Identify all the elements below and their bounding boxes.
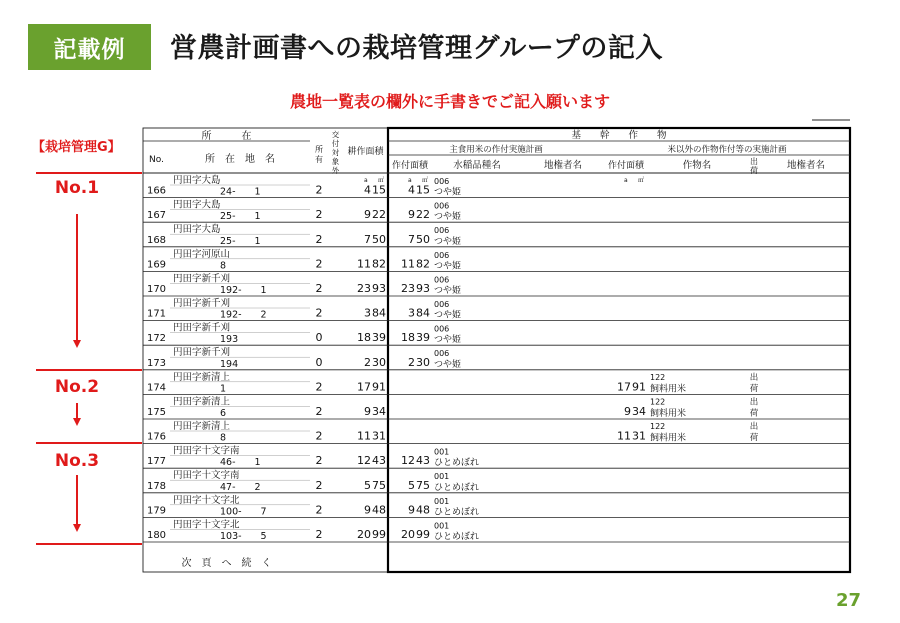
row-own: 2: [315, 183, 323, 197]
row-no: 175: [146, 407, 167, 418]
row-area-a: 12: [357, 454, 371, 468]
row-variety: つや姫: [434, 236, 462, 247]
row-variety-code: 006: [434, 201, 450, 211]
row-no: 166: [146, 185, 167, 197]
row-lot: 194: [220, 358, 239, 370]
row-area-a: 11: [357, 429, 371, 443]
row-ship: 出: [749, 422, 759, 432]
row-area-m2: 31: [372, 429, 386, 443]
row-own: 2: [315, 306, 323, 320]
header-chiken: 地権者名: [543, 160, 583, 171]
header-shoyu: 有: [315, 155, 323, 164]
row-rice-a: 3: [408, 306, 415, 320]
grid-line: [170, 1, 542, 141]
row-rice-m2: 50: [416, 232, 430, 246]
row-other-m2: 31: [632, 429, 646, 443]
row-rice-m2: 22: [416, 208, 430, 222]
row-variety-code: 001: [434, 472, 450, 482]
footer-continue: 次 頁 へ 続 く: [181, 558, 272, 569]
row-place: 円田字大島: [173, 199, 221, 211]
header-shushoku: 主食用米の作付実施計画: [449, 145, 543, 155]
row-other-a: 11: [617, 429, 631, 443]
row-crop: 飼料用米: [650, 409, 687, 419]
row-area-m2: 82: [372, 257, 386, 271]
row-place: 円田字新清上: [173, 396, 231, 408]
row-no: 168: [146, 234, 167, 246]
row-place: 円田字新千刈: [173, 298, 231, 309]
row-no: 176: [146, 431, 167, 443]
row-own: 2: [315, 528, 323, 541]
grid-line: [542, 0, 632, 173]
row-place: 円田字十文字南: [173, 445, 240, 457]
row-area-a: 9: [364, 405, 371, 418]
row-no: 173: [146, 357, 167, 369]
row-lot: 192- 2: [220, 309, 267, 321]
row-rice-a: 23: [401, 282, 415, 295]
row-no: 174: [146, 382, 167, 394]
row-lot: 46- 1: [220, 457, 261, 469]
row-area-m2: 15: [372, 183, 386, 197]
row-rice-a: 9: [408, 503, 415, 517]
row-no: 179: [146, 505, 167, 517]
header-sakutsuke: 作付面積: [391, 161, 429, 171]
unit-m2: ㎡: [378, 177, 385, 184]
instruction-subtitle: 農地一覧表の欄外に手書きでご記入願います: [289, 92, 610, 111]
row-area-m2: 43: [372, 454, 386, 468]
row-variety: つや姫: [434, 187, 462, 198]
row-variety: つや姫: [434, 310, 462, 321]
row-area-m2: 48: [372, 503, 386, 517]
row-rice-m2: 39: [416, 331, 430, 345]
row-no: 167: [146, 210, 167, 222]
row-lot: 103- 5: [220, 531, 267, 542]
unit-m2: ㎡: [422, 177, 429, 184]
grid-line: [542, 1, 604, 141]
row-other-m2: 91: [632, 380, 646, 394]
row-rice-a: 12: [401, 454, 415, 468]
row-ship: 出: [749, 397, 759, 408]
group-arrow-1-head: [73, 340, 81, 348]
row-variety-code: 006: [434, 275, 450, 285]
row-ship: 荷: [749, 383, 759, 394]
row-place: 円田字新千刈: [173, 322, 231, 334]
row-no: 178: [146, 480, 167, 492]
row-rice-m2: 48: [416, 503, 430, 517]
row-own: 2: [315, 503, 323, 517]
row-area-a: 3: [364, 306, 371, 320]
row-own: 0: [315, 331, 323, 345]
row-area-a: 11: [357, 257, 371, 271]
row-no: 169: [146, 259, 167, 271]
row-variety: つや姫: [434, 286, 462, 296]
row-variety: ひとめぼれ: [434, 482, 480, 493]
row-rice-a: 5: [408, 478, 415, 492]
row-variety-code: 006: [434, 324, 450, 334]
row-no: 171: [146, 308, 167, 320]
page-title: 営農計画書への栽培管理グループの記入: [170, 33, 663, 64]
row-place: 円田字大島: [173, 224, 221, 236]
header-kofu: 付: [331, 139, 340, 148]
grid-line: [328, 1, 542, 128]
row-area-a: 9: [364, 208, 371, 222]
row-variety-code: 006: [434, 349, 450, 359]
row-area-m2: 30: [372, 355, 386, 369]
header-kofu: 外: [331, 166, 340, 175]
row-place: 円田字新清上: [173, 421, 231, 432]
row-variety-code: 006: [434, 300, 450, 309]
unit-a: a: [364, 177, 368, 184]
unit-m2: ㎡: [638, 177, 645, 184]
header-no: No.: [149, 155, 164, 165]
row-variety-code: 001: [434, 496, 450, 506]
header-shozai: 所 在: [201, 131, 252, 142]
row-own: 2: [315, 208, 323, 222]
row-place: 円田字河原山: [173, 248, 231, 260]
row-rice-m2: 82: [416, 257, 430, 271]
header-beigai: 米以外の作物作付等の実施計画: [667, 145, 787, 155]
row-area-m2: 50: [372, 232, 386, 246]
grid-line: [432, 1, 542, 155]
row-own: 2: [315, 232, 323, 246]
row-lot: 25- 1: [220, 235, 261, 247]
row-area-a: 5: [364, 478, 371, 492]
row-rice-m2: 99: [416, 528, 430, 541]
page-number: 27: [836, 590, 862, 611]
row-rice-m2: 15: [416, 183, 430, 197]
row-variety-code: 006: [434, 250, 450, 260]
header-hinshu: 水稲品種名: [453, 160, 501, 171]
row-area-a: 18: [357, 331, 371, 345]
row-variety-code: 001: [434, 447, 450, 457]
row-variety-code: 006: [434, 226, 450, 236]
row-lot: 193: [220, 334, 239, 346]
row-rice-m2: 93: [416, 282, 430, 295]
row-variety: つや姫: [434, 359, 462, 370]
row-place: 円田字新千刈: [173, 347, 231, 359]
header-chiken-2: 地権者名: [786, 160, 826, 171]
header-sakutsuke-2: 作付面積: [607, 161, 645, 171]
row-rice-m2: 43: [416, 454, 430, 468]
row-area-a: 20: [357, 528, 371, 541]
row-own: 2: [315, 405, 323, 418]
row-crop-code: 122: [650, 422, 666, 431]
row-area-m2: 99: [372, 528, 386, 541]
row-area-a: 17: [357, 380, 371, 394]
row-rice-a: 11: [401, 257, 415, 271]
row-variety-code: 001: [434, 521, 450, 531]
row-ship: 荷: [749, 433, 759, 443]
row-area-m2: 34: [372, 405, 386, 418]
row-rice-m2: 75: [416, 478, 430, 492]
row-own: 2: [315, 282, 323, 295]
example-badge: 記載例: [28, 24, 151, 70]
row-own: 2: [315, 454, 323, 468]
header-kofu: 象: [331, 157, 340, 166]
row-rice-a: 9: [408, 208, 415, 222]
row-rice-a: 2: [408, 355, 415, 369]
row-place: 円田字新清上: [173, 371, 231, 383]
row-place: 円田字十文字南: [173, 470, 240, 482]
header-shukka: 出: [750, 157, 758, 166]
row-variety: つや姫: [434, 335, 462, 346]
group-name-3: No.3: [54, 451, 100, 471]
row-area-m2: 22: [372, 208, 386, 222]
row-crop-code: 122: [650, 372, 666, 382]
row-area-m2: 39: [372, 331, 386, 345]
row-lot: 47- 2: [220, 481, 261, 493]
header-shukka: 荷: [750, 166, 758, 175]
row-lot: 8: [220, 260, 227, 272]
row-crop: 飼料用米: [650, 433, 687, 444]
header-kofu: 対: [331, 148, 340, 157]
row-rice-a: 4: [408, 183, 415, 197]
row-crop: 飼料用米: [650, 384, 687, 395]
grid-line: [522, 1, 542, 155]
row-own: 2: [315, 478, 323, 492]
row-variety: ひとめぼれ: [434, 507, 480, 518]
unit-a: a: [624, 177, 628, 184]
row-no: 177: [146, 456, 167, 468]
row-area-a: 4: [364, 183, 371, 197]
row-rice-a: 18: [401, 331, 415, 345]
row-other-a: 9: [624, 405, 631, 418]
group-name-1: No.1: [54, 178, 100, 198]
row-lot: 6: [220, 408, 227, 419]
row-lot: 1: [220, 383, 227, 395]
row-rice-m2: 30: [416, 355, 430, 369]
row-lot: 24- 1: [220, 186, 261, 198]
unit-a: a: [408, 177, 412, 184]
row-lot: 25- 1: [220, 211, 261, 223]
header-chiban: 所 在 地 名: [205, 154, 275, 165]
row-own: 2: [315, 380, 323, 394]
row-place: 円田字大島: [173, 175, 221, 186]
row-ship: 荷: [749, 408, 759, 419]
row-variety: つや姫: [434, 212, 462, 223]
header-sakumotsu: 作物名: [682, 160, 712, 171]
header-kikan: 基 幹 作 物: [571, 130, 667, 141]
row-place: 円田字十文字北: [173, 494, 240, 506]
row-area-a: 2: [364, 355, 371, 369]
row-rice-m2: 84: [416, 306, 430, 320]
row-variety: ひとめぼれ: [434, 532, 480, 542]
row-own: 0: [315, 355, 323, 369]
header-shoyu: 所: [315, 145, 323, 154]
row-other-m2: 34: [632, 405, 646, 418]
row-lot: 192- 1: [220, 285, 267, 296]
row-no: 172: [146, 333, 167, 345]
header-kosaku: 耕作面積: [347, 147, 384, 157]
header-kofu: 交: [331, 130, 340, 139]
group-column-label: 【栽培管理G】: [32, 140, 121, 155]
row-crop-code: 122: [650, 397, 666, 407]
row-area-a: 7: [364, 232, 371, 246]
row-lot: 8: [220, 432, 227, 444]
row-variety-code: 006: [434, 177, 450, 186]
group-arrow-2-head: [73, 418, 81, 426]
row-own: 2: [315, 257, 323, 271]
row-area-m2: 75: [372, 478, 386, 492]
grid-line: [310, 1, 542, 128]
row-variety: ひとめぼれ: [434, 458, 480, 469]
group-name-2: No.2: [54, 377, 100, 397]
row-rice-a: 7: [408, 232, 415, 246]
row-area-a: 23: [357, 282, 371, 295]
row-area-m2: 93: [372, 282, 386, 295]
row-lot: 100- 7: [220, 506, 267, 518]
row-rice-a: 20: [401, 528, 415, 541]
row-ship: 出: [749, 372, 759, 383]
grid-line: [343, 1, 542, 128]
row-place: 円田字新千刈: [173, 273, 231, 285]
row-variety: つや姫: [434, 261, 462, 272]
row-other-a: 17: [617, 380, 631, 394]
row-place: 円田字十文字北: [173, 519, 240, 531]
row-no: 170: [146, 284, 167, 295]
row-no: 180: [146, 530, 167, 541]
row-area-a: 9: [364, 503, 371, 517]
row-own: 2: [315, 429, 323, 443]
row-area-m2: 91: [372, 380, 386, 394]
group-arrow-3-head: [73, 524, 81, 532]
row-area-m2: 84: [372, 306, 386, 320]
